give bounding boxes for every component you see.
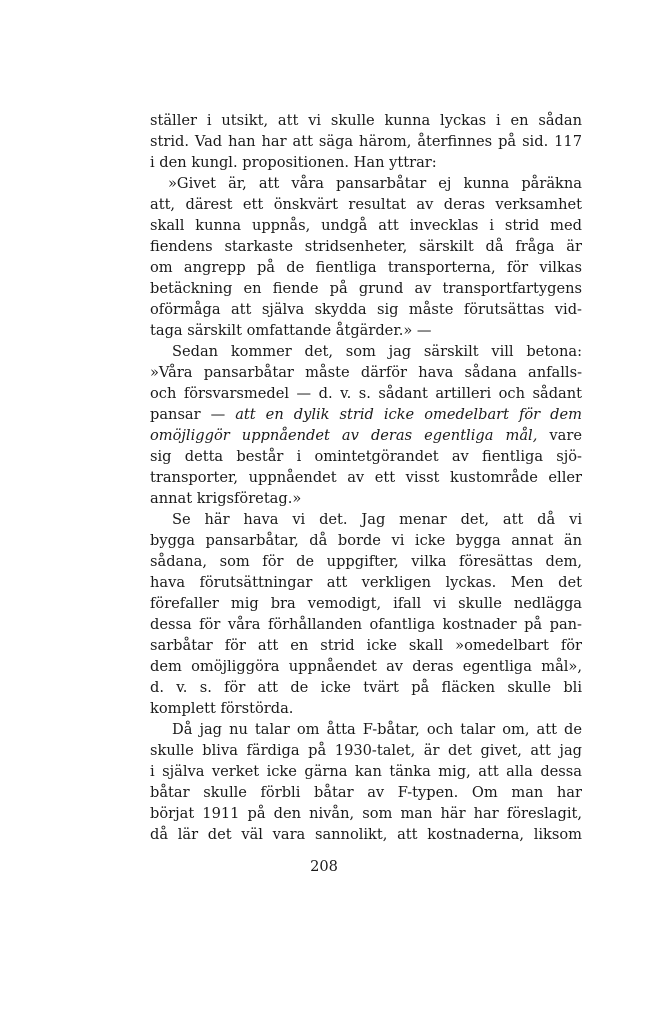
text-line: sig detta består i omintetgörandet av fientliga sjö-: [150, 448, 582, 465]
text-line: att, därest ett önskvärt resultat av deras verksamhet: [150, 196, 582, 213]
text-span: pansar —: [150, 406, 236, 423]
page-number: 208: [310, 858, 338, 875]
page-body: [150, 110, 582, 845]
text-line: dessa för våra förhållanden ofantliga kostnader på pan-: [150, 616, 582, 633]
text-line: skulle bliva färdiga på 1930-talet, är det givet, att jag: [150, 742, 582, 759]
text-line: fiendens starkaste stridsenheter, särskilt då fråga är: [150, 238, 582, 255]
text-line: då lär det väl vara sannolikt, att kostnaderna, liksom: [150, 826, 582, 843]
text-line: båtar skulle förbli båtar av F-typen. Om man har: [150, 784, 582, 801]
text-line: transporter, uppnåendet av ett visst kustområde eller: [150, 469, 582, 486]
text-line: hava förutsättningar att verkligen lyckas. Men det: [150, 574, 582, 591]
text-line: och försvarsmedel — d. v. s. sådant artilleri och sådant: [150, 385, 582, 402]
text-line: om angrepp på de fientliga transporterna, för vilkas: [150, 259, 582, 276]
text-line: d. v. s. för att de icke tvärt på fläcken skulle bli: [150, 679, 582, 696]
text-line: oförmåga att själva skydda sig måste förutsättas vid-: [150, 301, 582, 318]
text-line: i den kungl. propositionen. Han yttrar:: [150, 154, 437, 171]
text-line: Då jag nu talar om åtta F-båtar, och talar om, att de: [172, 721, 582, 738]
text-line: annat krigsföretag.»: [150, 490, 302, 507]
text-line: Se här hava vi det. Jag menar det, att då vi: [172, 511, 582, 528]
text-line: [150, 404, 582, 425]
text-line: Sedan kommer det, som jag särskilt vill betona:: [172, 343, 582, 360]
text-line: taga särskilt omfattande åtgärder.» —: [150, 322, 432, 339]
text-line: betäckning en fiende på grund av transportfartygens: [150, 280, 582, 297]
italic-text: omöjliggör uppnåendet av deras egentliga mål,: [150, 427, 538, 444]
text-line: börjat 1911 på den nivån, som man här har föreslagit,: [150, 805, 582, 822]
text-line: »Givet är, att våra pansarbåtar ej kunna påräkna: [168, 175, 582, 192]
text-line: ställer i utsikt, att vi skulle kunna lyckas i en sådan: [150, 112, 582, 129]
italic-text: att en dylik strid icke omedelbart för dem: [235, 406, 582, 423]
text-line: skall kunna uppnås, undgå att invecklas i strid med: [150, 217, 582, 234]
text-span: vare: [537, 427, 582, 444]
text-line: [150, 425, 582, 446]
text-line: i själva verket icke gärna kan tänka mig, att alla dessa: [150, 763, 582, 780]
text-line: förefaller mig bra vemodigt, ifall vi skulle nedlägga: [150, 595, 582, 612]
text-line: »Våra pansarbåtar måste därför hava sådana anfalls-: [150, 364, 582, 381]
text-line: sarbåtar för att en strid icke skall »omedelbart för: [150, 637, 582, 654]
text-line: komplett förstörda.: [150, 700, 294, 717]
text-line: dem omöjliggöra uppnåendet av deras egentliga mål»,: [150, 658, 582, 675]
text-line: bygga pansarbåtar, då borde vi icke bygga annat än: [150, 532, 582, 549]
text-line: sådana, som för de uppgifter, vilka föresättas dem,: [150, 553, 582, 570]
text-line: strid. Vad han har att säga härom, återfinnes på sid. 117: [150, 133, 582, 150]
